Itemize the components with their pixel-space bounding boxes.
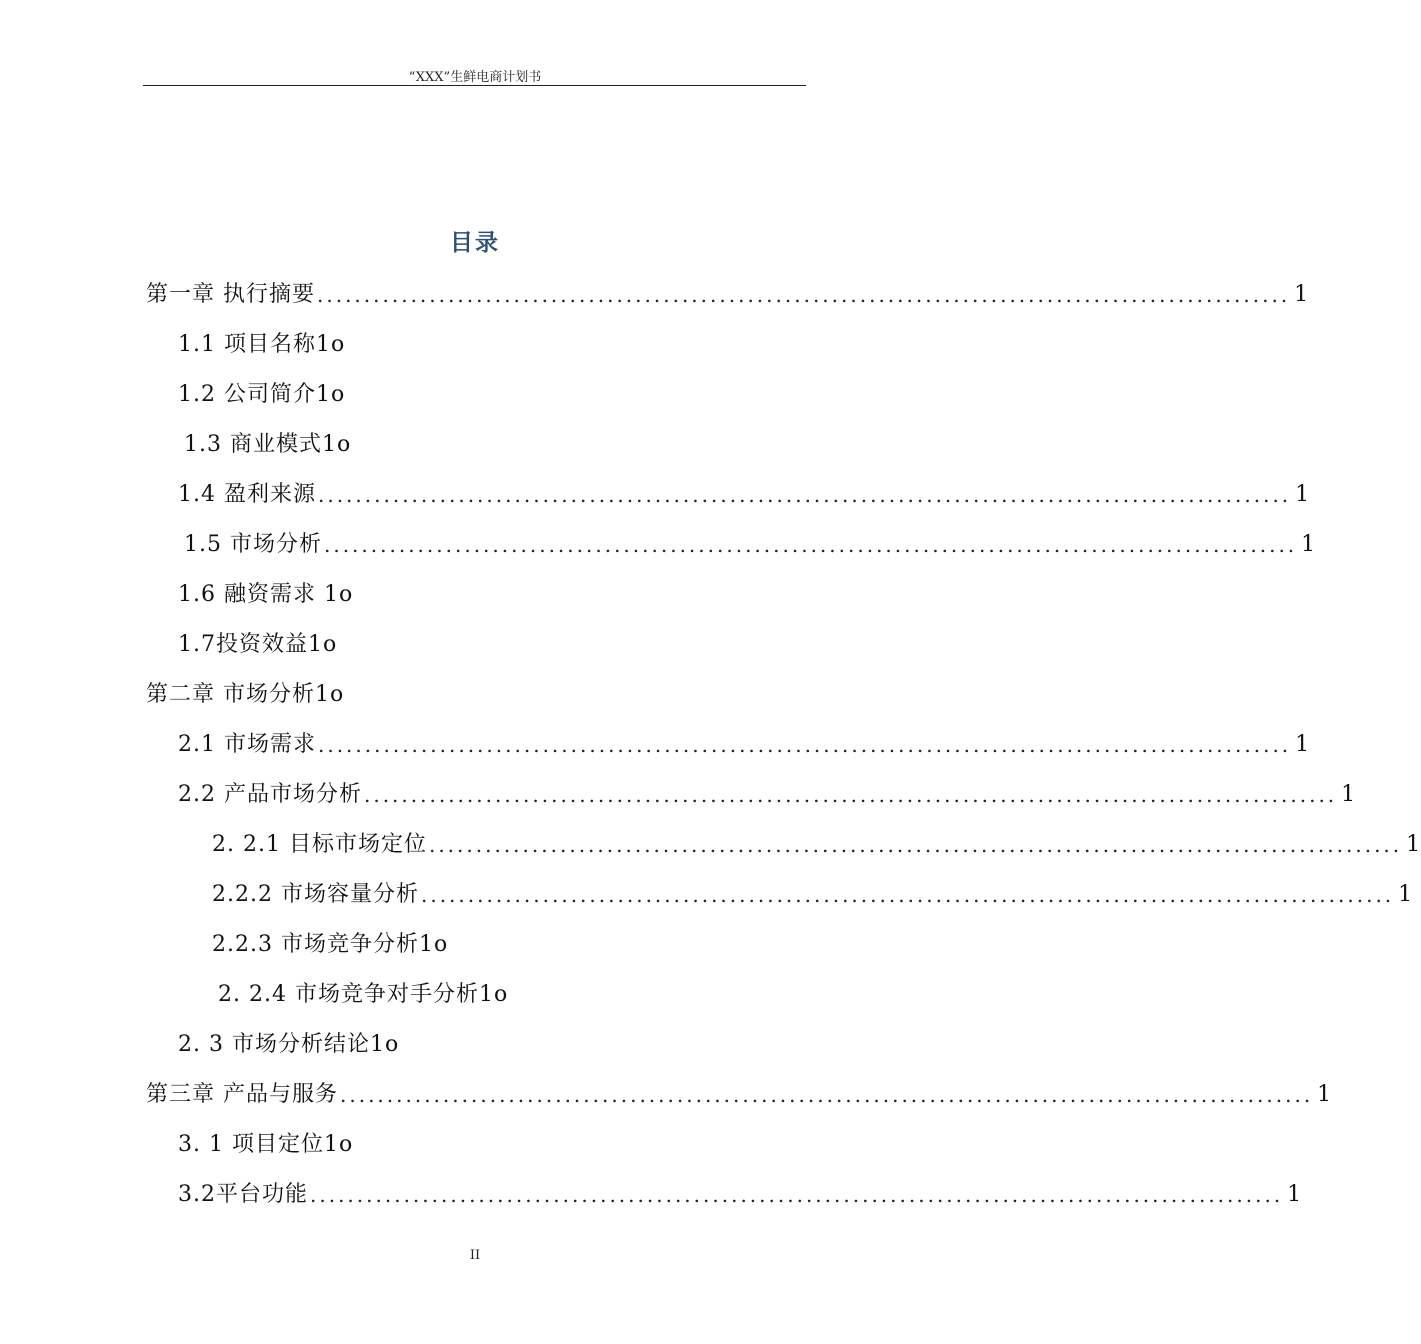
toc-dot-leader: ........................................................................................................ xyxy=(310,1183,1284,1207)
toc-entry-text: 2. 2.1 目标市场定位 xyxy=(212,832,427,857)
toc-page-number: 1 xyxy=(1317,1082,1333,1107)
toc-entry-chapter-1[interactable] xyxy=(146,270,1310,320)
toc-entry-2-2-3[interactable] xyxy=(212,920,448,970)
toc-entry-2-2-1[interactable] xyxy=(212,820,1421,870)
toc-entry-text: 3. 1 项目定位1o xyxy=(178,1132,354,1157)
toc-entry-chapter-2[interactable] xyxy=(146,670,344,720)
toc-entry-text: 2.2 产品市场分析 xyxy=(178,782,362,807)
toc-entry-text: 3.2平台功能 xyxy=(178,1182,308,1207)
toc-entry-1-5[interactable] xyxy=(184,520,1317,570)
toc-entry-text: 2. 2.4 市场竞争对手分析1o xyxy=(218,982,509,1007)
toc-entry-text: 2. 3 市场分析结论1o xyxy=(178,1032,400,1057)
toc-title: 目录 xyxy=(450,229,500,256)
toc-entry-1-3[interactable] xyxy=(184,420,351,470)
running-header: “XXX”生鲜电商计划书 xyxy=(408,70,542,85)
toc-entry-2-2-2[interactable] xyxy=(212,870,1414,920)
toc-dot-leader: ........................................................................................................ xyxy=(340,1083,1314,1107)
toc-entry-text: 1.7投资效益1o xyxy=(178,632,338,657)
toc-dot-leader: ........................................................................................................ xyxy=(428,833,1403,857)
toc-entry-text: 1.1 项目名称1o xyxy=(178,332,346,357)
toc-entry-text: 第三章 产品与服务 xyxy=(146,1082,338,1107)
toc-entry-text: 第二章 市场分析1o xyxy=(146,682,345,707)
toc-entry-text: 1.2 公司简介1o xyxy=(178,382,346,407)
toc-dot-leader: ........................................................................................................ xyxy=(323,533,1298,557)
toc-dot-leader: ........................................................................................................ xyxy=(317,283,1291,307)
toc-dot-leader: ........................................................................................................ xyxy=(317,483,1292,507)
toc-page-number: 1 xyxy=(1406,832,1421,857)
toc-entry-3-2[interactable] xyxy=(178,1170,1303,1220)
toc-entry-text: 2.1 市场需求 xyxy=(178,732,316,757)
toc-page-number: 1 xyxy=(1398,882,1414,907)
toc-page-number: 1 xyxy=(1341,782,1357,807)
toc-entry-text: 第一章 执行摘要 xyxy=(146,282,315,307)
page-number-footer: II xyxy=(469,1248,481,1263)
toc-entry-text: 1.5 市场分析 xyxy=(184,532,322,557)
toc-entry-2-1[interactable] xyxy=(178,720,1311,770)
toc-entry-1-7[interactable] xyxy=(178,620,337,670)
toc-dot-leader: ........................................................................................................ xyxy=(363,783,1338,807)
toc-dot-leader: ........................................................................................................ xyxy=(317,733,1292,757)
toc-entry-1-2[interactable] xyxy=(178,370,345,420)
toc-page-number: 1 xyxy=(1295,732,1311,757)
toc-entry-2-2-4[interactable] xyxy=(218,970,508,1020)
toc-dot-leader: ........................................................................................................ xyxy=(420,883,1395,907)
toc-page-number: 1 xyxy=(1294,282,1310,307)
toc-entry-text: 1.6 融资需求 1o xyxy=(178,582,354,607)
toc-entry-text: 2.2.2 市场容量分析 xyxy=(212,882,419,907)
toc-entry-text: 2.2.3 市场竞争分析1o xyxy=(212,932,449,957)
toc-entry-text: 1.3 商业模式1o xyxy=(184,432,352,457)
toc-entry-3-1[interactable] xyxy=(178,1120,353,1170)
toc-page-number: 1 xyxy=(1287,1182,1303,1207)
toc-entry-2-3[interactable] xyxy=(178,1020,399,1070)
toc-entry-1-1[interactable] xyxy=(178,320,345,370)
toc-entry-2-2[interactable] xyxy=(178,770,1357,820)
header-rule xyxy=(143,85,806,86)
toc-entry-text: 1.4 盈利来源 xyxy=(178,482,316,507)
toc-entry-chapter-3[interactable] xyxy=(146,1070,1333,1120)
toc-page-number: 1 xyxy=(1295,482,1311,507)
toc-entry-1-4[interactable] xyxy=(178,470,1311,520)
toc-page-number: 1 xyxy=(1301,532,1317,557)
toc-entry-1-6[interactable] xyxy=(178,570,353,620)
